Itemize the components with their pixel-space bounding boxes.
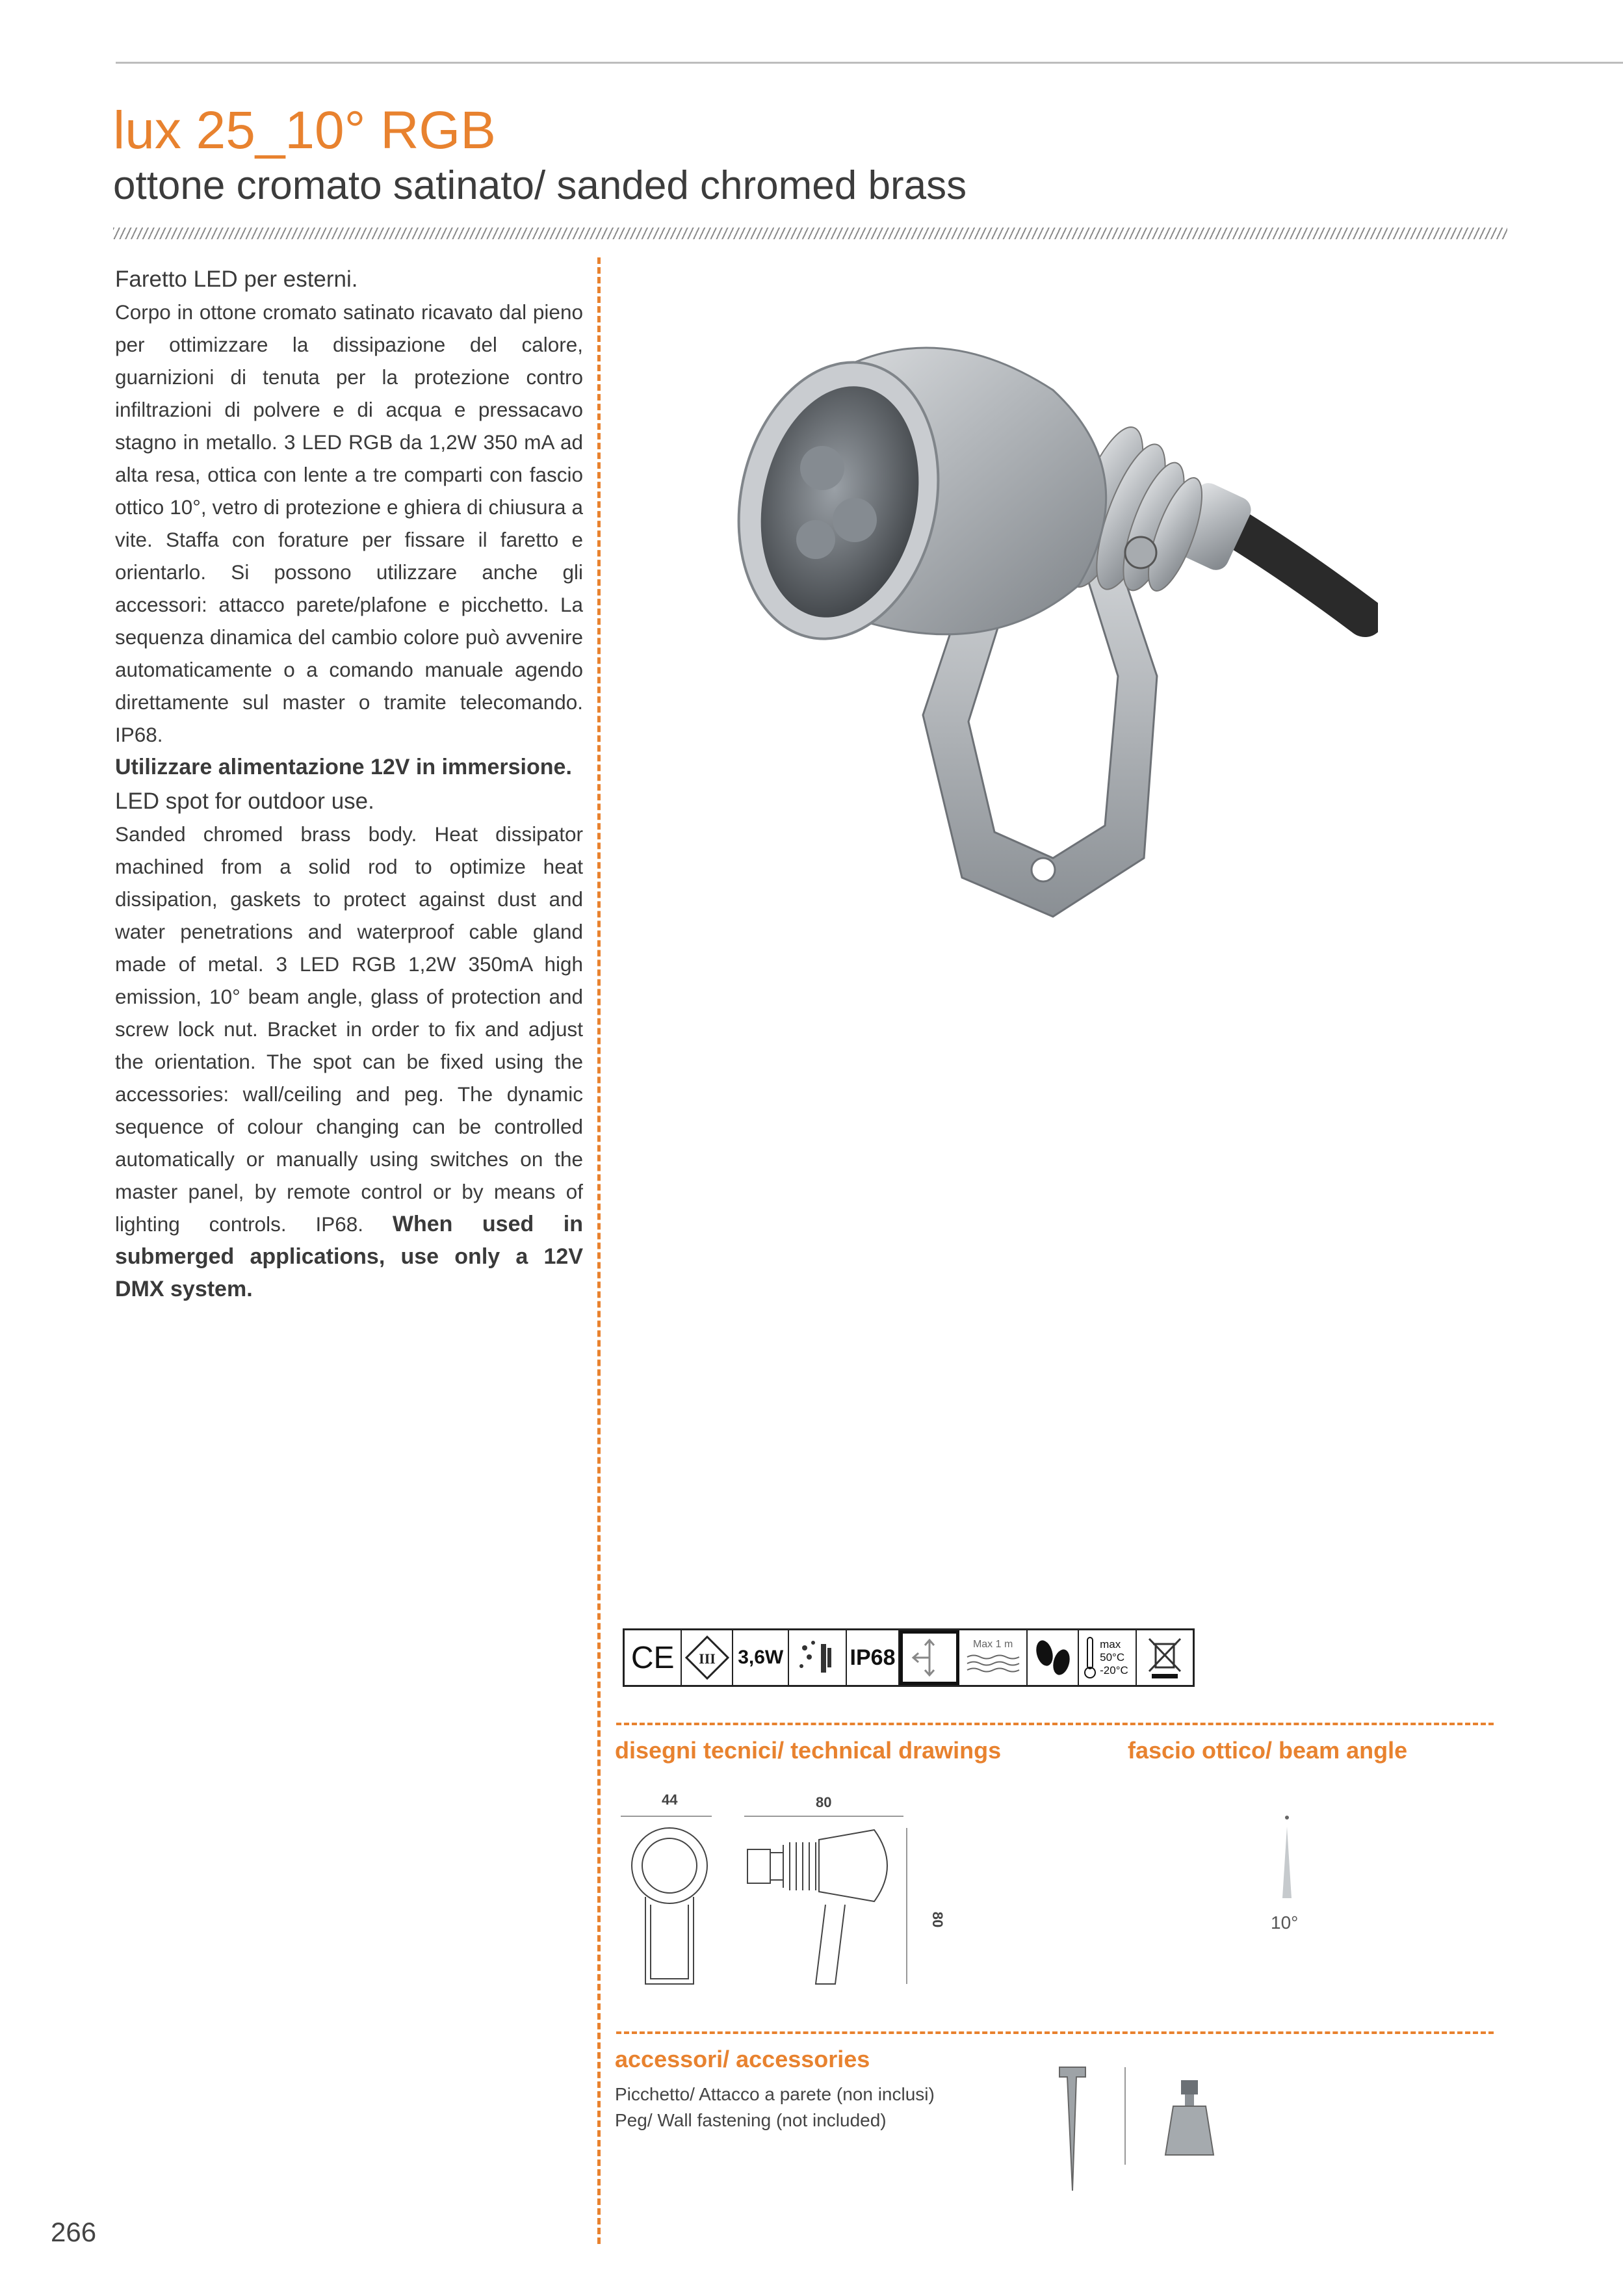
beam-angle-value: 10° bbox=[1271, 1912, 1299, 1933]
max-depth-icon bbox=[959, 1630, 1028, 1685]
hatch-divider bbox=[113, 228, 1507, 239]
dimension-side-length: 80 bbox=[816, 1794, 832, 1810]
product-subtitle: ottone cromato satinato/ sanded chromed brass bbox=[113, 163, 967, 208]
wall-fastening-accessory-image bbox=[1160, 2077, 1219, 2161]
description-en-note: When used in submerged applications, use only a 12V DMX system. bbox=[115, 1212, 583, 1301]
peg-accessory-image bbox=[1053, 2064, 1092, 2194]
description-en-lead: LED spot for outdoor use. bbox=[115, 789, 374, 814]
svg-text:III: III bbox=[698, 1650, 716, 1667]
temp-min-value: -20°C bbox=[1100, 1664, 1128, 1676]
product-photo bbox=[689, 312, 1378, 936]
accessories-line-it: Picchetto/ Attacco a parete (non inclusi) bbox=[615, 2084, 935, 2104]
description-italian bbox=[115, 263, 583, 783]
max-depth-label: Max 1 m bbox=[972, 1639, 1013, 1650]
weee-bin-icon bbox=[1137, 1630, 1193, 1685]
description-it-note: Utilizzare alimentazione 12V in immersione. bbox=[115, 755, 572, 779]
description-it-body: Corpo in ottone cromato satinato ricavato dal pieno per ottimizzare la dissipazione del calore, guarnizioni di tenuta per la protezione contro infiltrazioni di polvere e di acqua e pressacavo stagno in metallo. 3 LED RGB da 1,2W 350 mA ad alta resa, ottica con lente a tre comparti con fascio ottico 10°, vetro di protezione e ghiera di chiusura a vite. Staffa con forature per fissare il faretto e orientarlo. Si possono utilizzare anche gli accessori: attacco parete/plafone e picchetto. La sequenza dinamica del cambio colore può avvenire automaticamente o a comando manuale agendo direttamente sul master o tramite telecomando. IP68. bbox=[115, 300, 583, 746]
ip-rating-label: IP68 bbox=[847, 1630, 900, 1685]
technical-drawing bbox=[621, 1814, 933, 1989]
description-en-body bbox=[115, 818, 583, 1305]
dimension-front-width: 44 bbox=[662, 1792, 678, 1808]
power-label: 3,6W bbox=[733, 1630, 789, 1685]
technical-drawings-heading: disegni tecnici/ technical drawings bbox=[615, 1737, 1002, 1764]
beam-angle-heading: fascio ottico/ beam angle bbox=[1128, 1737, 1408, 1764]
description-en-body-text: Sanded chromed brass body. Heat dissipator machined from a solid rod to optimize heat dissipation, gaskets to protect against dust and water penetrations and waterproof cable gland made of metal. 3 LED RGB 1,2W 350mA high emission, 10° beam angle, glass of protection and screw lock nut. Bracket in order to fix and adjust the orientation. The spot can be fixed using the accessories: wall/ceiling and peg. The dynamic sequence of colour changing can be controlled automatically or manually using switches on the master panel, by remote control or by means of lighting controls. IP68. bbox=[115, 822, 583, 1236]
description-english bbox=[115, 785, 583, 1305]
ce-mark-icon: CE bbox=[625, 1630, 682, 1685]
class-iii-diamond-icon bbox=[684, 1635, 730, 1680]
accessories-line-en: Peg/ Wall fastening (not included) bbox=[615, 2110, 887, 2130]
thermometer-icon bbox=[1083, 1635, 1097, 1680]
product-title: lux 25_10° RGB bbox=[113, 101, 496, 160]
temperature-range-icon bbox=[1079, 1630, 1137, 1685]
column-divider bbox=[597, 257, 601, 2244]
orientation-icon bbox=[900, 1630, 959, 1685]
top-rule bbox=[116, 62, 1623, 64]
accessories-heading: accessori/ accessories bbox=[615, 2046, 870, 2072]
page-number: 266 bbox=[51, 2217, 97, 2247]
description-it-lead: Faretto LED per esterni. bbox=[115, 267, 358, 292]
section-divider-accessories bbox=[616, 2031, 1494, 2034]
section-divider-technical bbox=[616, 1723, 1494, 1725]
dimension-side-height: 80 bbox=[929, 1911, 946, 1928]
class-iii-icon bbox=[682, 1630, 733, 1685]
walkover-icon bbox=[1028, 1630, 1079, 1685]
accessory-separator bbox=[1124, 2067, 1126, 2165]
fixture-type-icon bbox=[789, 1630, 846, 1685]
temp-max-value: 50°C bbox=[1100, 1651, 1125, 1663]
certification-icon-strip bbox=[623, 1628, 1195, 1687]
beam-angle-diagram bbox=[1274, 1814, 1300, 1905]
temp-max-label: max bbox=[1100, 1638, 1121, 1650]
